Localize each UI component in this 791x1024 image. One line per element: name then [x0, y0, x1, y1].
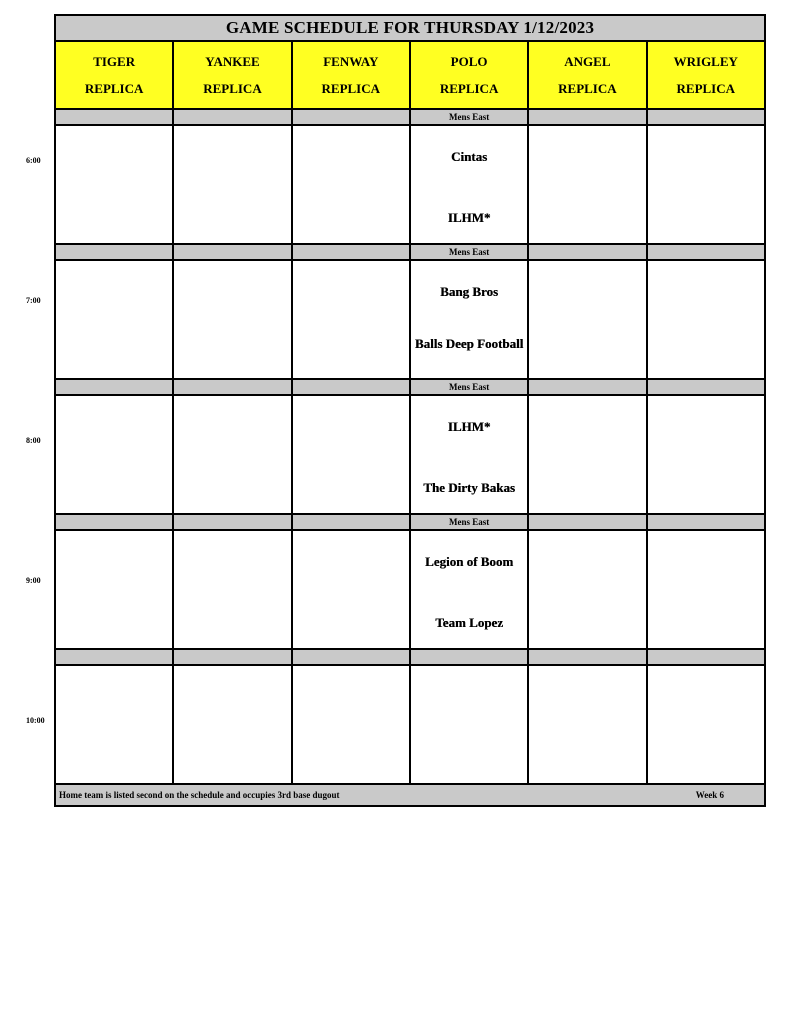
schedule-title: GAME SCHEDULE FOR THURSDAY 1/12/2023 — [55, 15, 765, 41]
division-cell — [292, 649, 410, 665]
field-name: FENWAY — [323, 54, 379, 69]
schedule-table — [54, 14, 766, 807]
game-cell — [292, 530, 410, 649]
title-row — [55, 15, 765, 41]
division-row — [55, 244, 765, 260]
game-cell — [410, 125, 528, 244]
division-cell — [55, 649, 173, 665]
division-cell — [647, 514, 765, 530]
field-name: WRIGLEY — [673, 54, 738, 69]
field-header-polo — [410, 41, 528, 109]
game-row — [55, 125, 765, 244]
division-cell — [292, 244, 410, 260]
division-cell — [55, 109, 173, 125]
field-sub: REPLICA — [84, 81, 144, 96]
away-team: Cintas — [451, 149, 488, 164]
game-cell — [55, 125, 173, 244]
game-cell — [528, 530, 646, 649]
game-row — [55, 665, 765, 784]
game-cell — [173, 665, 291, 784]
game-cell — [647, 125, 765, 244]
game-cell — [410, 395, 528, 514]
game-cell — [173, 395, 291, 514]
division-cell — [292, 109, 410, 125]
home-team: Balls Deep Football — [414, 336, 524, 351]
division-cell — [173, 244, 291, 260]
field-sub: REPLICA — [321, 81, 381, 96]
game-cell — [292, 395, 410, 514]
division-cell — [55, 244, 173, 260]
game-cell — [528, 665, 646, 784]
division-cell — [55, 514, 173, 530]
footer-note: Home team is listed second on the schedule and occupies 3rd base dugout — [59, 790, 340, 800]
division-row — [55, 514, 765, 530]
field-name: ANGEL — [564, 54, 611, 69]
field-header-tiger — [55, 41, 173, 109]
division-cell — [173, 109, 291, 125]
game-cell — [410, 260, 528, 379]
division-cell — [528, 379, 646, 395]
division-cell: Mens East — [410, 379, 528, 395]
game-cell — [55, 260, 173, 379]
game-cell — [647, 395, 765, 514]
time-label-8: 8:00 — [26, 436, 41, 445]
division-cell — [647, 379, 765, 395]
division-cell — [528, 109, 646, 125]
time-label-7: 7:00 — [26, 296, 41, 305]
field-header-row — [55, 41, 765, 109]
game-cell — [173, 260, 291, 379]
footer-row — [55, 784, 765, 806]
time-label-6: 6:00 — [26, 156, 41, 165]
field-sub: REPLICA — [203, 81, 262, 96]
away-team: ILHM* — [447, 419, 491, 434]
division-cell: Mens East — [410, 109, 528, 125]
division-cell — [173, 649, 291, 665]
field-sub: REPLICA — [676, 81, 736, 96]
field-header-wrigley — [647, 41, 765, 109]
field-name: YANKEE — [205, 54, 260, 69]
field-sub: REPLICA — [558, 81, 617, 96]
away-team: Legion of Boom — [425, 554, 514, 569]
division-cell — [173, 379, 291, 395]
footer-cell — [55, 784, 765, 806]
home-team: Team Lopez — [435, 615, 503, 630]
division-cell — [292, 514, 410, 530]
division-cell — [292, 379, 410, 395]
game-cell — [173, 125, 291, 244]
game-row — [55, 260, 765, 379]
field-name: TIGER — [93, 54, 136, 69]
division-cell: Mens East — [410, 514, 528, 530]
division-cell — [528, 514, 646, 530]
game-row — [55, 395, 765, 514]
division-row — [55, 379, 765, 395]
game-cell — [292, 125, 410, 244]
division-cell — [647, 109, 765, 125]
game-cell — [410, 665, 528, 784]
game-cell — [173, 530, 291, 649]
field-sub: REPLICA — [439, 81, 499, 96]
field-name: POLO — [450, 54, 488, 69]
week-label: Week 6 — [695, 790, 724, 800]
game-cell — [528, 395, 646, 514]
division-cell — [528, 244, 646, 260]
division-cell — [410, 649, 528, 665]
away-team: Bang Bros — [440, 284, 499, 299]
home-team: The Dirty Bakas — [423, 480, 515, 495]
division-cell — [647, 244, 765, 260]
game-cell — [55, 530, 173, 649]
home-team: ILHM* — [447, 210, 491, 225]
division-cell — [55, 379, 173, 395]
game-cell — [292, 665, 410, 784]
division-row — [55, 649, 765, 665]
game-cell — [55, 665, 173, 784]
division-cell — [528, 649, 646, 665]
game-row — [55, 530, 765, 649]
division-row — [55, 109, 765, 125]
game-cell — [55, 395, 173, 514]
time-label-10: 10:00 — [26, 716, 45, 725]
division-cell — [647, 649, 765, 665]
field-header-angel — [528, 41, 646, 109]
field-header-fenway — [292, 41, 410, 109]
game-cell — [528, 125, 646, 244]
game-cell — [528, 260, 646, 379]
field-header-yankee — [173, 41, 291, 109]
game-cell — [647, 260, 765, 379]
game-cell — [647, 665, 765, 784]
division-cell — [173, 514, 291, 530]
division-cell: Mens East — [410, 244, 528, 260]
game-cell — [292, 260, 410, 379]
game-cell — [647, 530, 765, 649]
game-cell — [410, 530, 528, 649]
time-label-9: 9:00 — [26, 576, 41, 585]
